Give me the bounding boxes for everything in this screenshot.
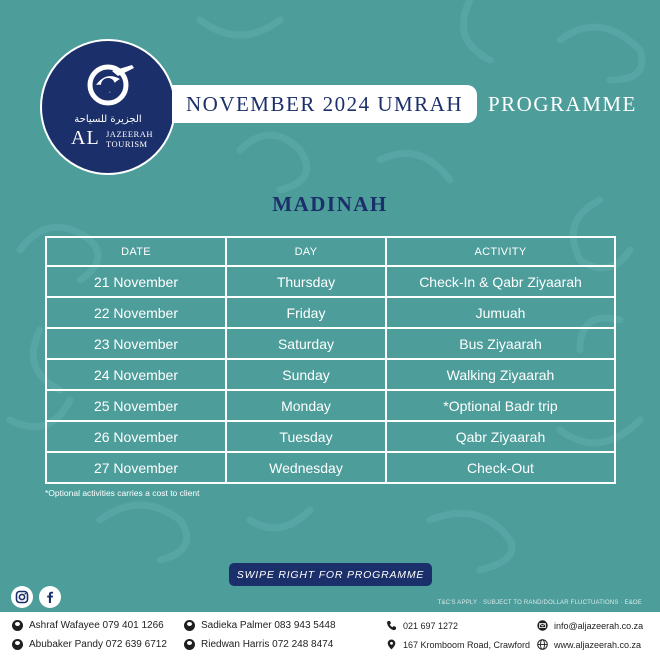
instagram-icon[interactable] — [11, 586, 33, 608]
facebook-icon[interactable] — [39, 586, 61, 608]
day-cell: Sunday — [226, 359, 386, 390]
contact-text: Sadieka Palmer 083 943 5448 — [201, 620, 336, 631]
person-icon — [12, 620, 23, 631]
column-header-day: DAY — [226, 237, 386, 266]
activity-cell: Check-In & Qabr Ziyaarah — [386, 266, 615, 297]
contact-sadieka — [184, 620, 336, 631]
contact-email[interactable] — [537, 620, 643, 631]
day-cell: Thursday — [226, 266, 386, 297]
footnote: *Optional activities carries a cost to client — [45, 488, 200, 498]
contact-website[interactable] — [537, 639, 641, 650]
website-text: www.aljazeerah.co.za — [554, 639, 642, 650]
logo-name-line2: TOURISM — [106, 139, 148, 149]
logo-al: AL — [71, 127, 100, 149]
contact-text: Abubaker Pandy 072 639 6712 — [29, 639, 167, 650]
disclaimer: T&C'S APPLY · SUBJECT TO RAND/DOLLAR FLUCTUATIONS · E&OE — [437, 600, 642, 606]
location-pin-icon — [386, 639, 397, 650]
day-cell: Saturday — [226, 328, 386, 359]
person-icon — [12, 639, 23, 650]
table-row — [46, 328, 615, 359]
activity-cell: Check-Out — [386, 452, 615, 483]
swipe-right-button[interactable]: SWIPE RIGHT FOR PROGRAMME — [229, 563, 432, 586]
day-cell: Wednesday — [226, 452, 386, 483]
email-icon — [537, 620, 548, 631]
date-cell: 27 November — [46, 452, 226, 483]
table-row — [46, 452, 615, 483]
facebook-glyph — [43, 590, 57, 604]
phone-text: 021 697 1272 — [403, 620, 459, 631]
logo-name — [106, 129, 153, 149]
activity-cell: Jumuah — [386, 297, 615, 328]
contact-text: Ashraf Wafayee 079 401 1266 — [29, 620, 164, 631]
activity-cell: Qabr Ziyaarah — [386, 421, 615, 452]
contact-riedwan — [184, 639, 333, 650]
contact-ashraf — [12, 620, 164, 631]
table-row — [46, 359, 615, 390]
phone-icon — [386, 620, 397, 631]
globe-icon — [537, 639, 548, 650]
date-cell: 23 November — [46, 328, 226, 359]
contact-footer — [0, 612, 660, 660]
airplane-emblem-icon — [82, 55, 138, 111]
arabic-brand-name: الجزيرة للسياحة — [74, 114, 142, 125]
schedule-table — [45, 236, 616, 484]
date-cell: 25 November — [46, 390, 226, 421]
logo-name-line1: JAZEERAH — [106, 129, 153, 139]
page-title: NOVEMBER 2024 UMRAH — [185, 91, 463, 116]
table-row — [46, 266, 615, 297]
address-text: 167 Kromboom Road, Crawford — [403, 639, 531, 650]
day-cell: Friday — [226, 297, 386, 328]
table-row — [46, 297, 615, 328]
column-header-activity: ACTIVITY — [386, 237, 615, 266]
email-text: info@aljazeerah.co.za — [554, 620, 644, 631]
contact-text: Riedwan Harris 072 248 8474 — [201, 639, 334, 650]
activity-cell: Bus Ziyaarah — [386, 328, 615, 359]
date-cell: 26 November — [46, 421, 226, 452]
table-row — [46, 421, 615, 452]
activity-cell: Walking Ziyaarah — [386, 359, 615, 390]
page-title-suffix: PROGRAMME — [488, 92, 637, 116]
al-jazeerah-logo — [40, 39, 176, 175]
title-banner — [172, 85, 477, 123]
activity-cell: *Optional Badr trip — [386, 390, 615, 421]
column-header-date: DATE — [46, 237, 226, 266]
day-cell: Tuesday — [226, 421, 386, 452]
date-cell: 24 November — [46, 359, 226, 390]
date-cell: 22 November — [46, 297, 226, 328]
table-row — [46, 390, 615, 421]
day-cell: Monday — [226, 390, 386, 421]
instagram-glyph — [15, 590, 29, 604]
table-header-row — [46, 237, 615, 266]
contact-abubaker — [12, 639, 167, 650]
section-heading: MADINAH — [272, 192, 388, 216]
date-cell: 21 November — [46, 266, 226, 297]
contact-phone[interactable] — [386, 620, 458, 631]
person-icon — [184, 620, 195, 631]
contact-address — [386, 639, 530, 650]
person-icon — [184, 639, 195, 650]
